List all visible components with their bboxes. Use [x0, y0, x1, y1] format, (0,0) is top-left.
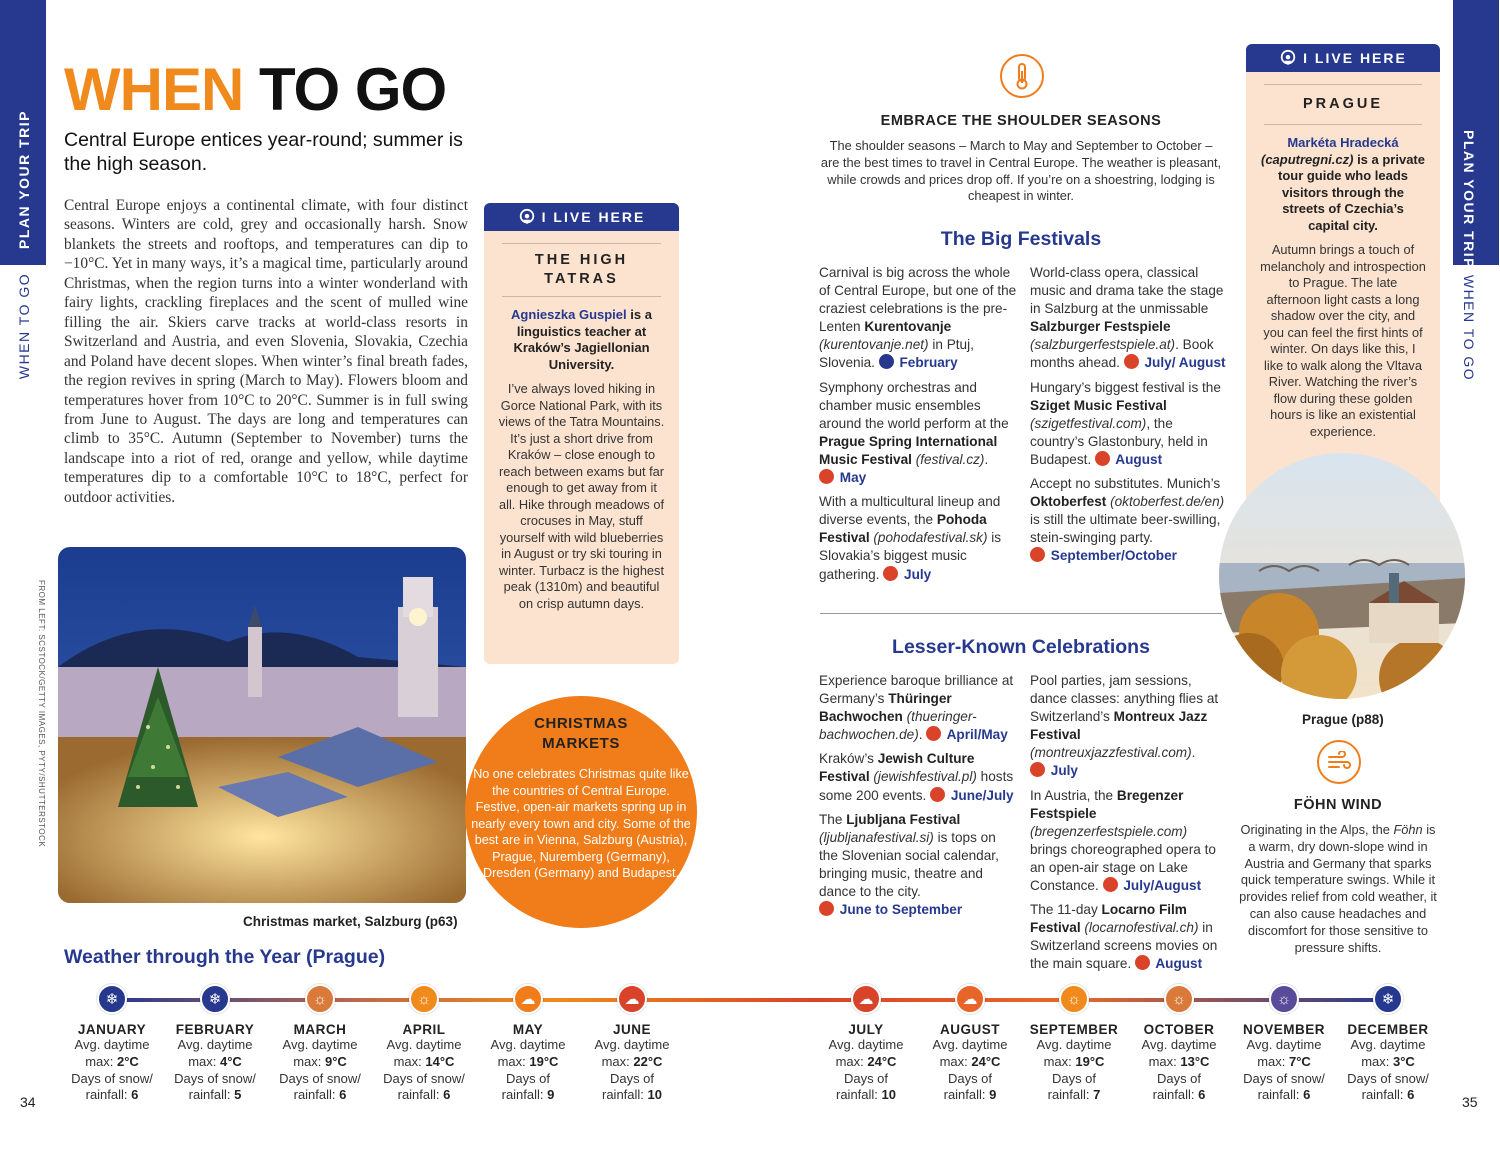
weather-month-january [60, 984, 164, 1104]
weather-icon: ☁ [513, 984, 543, 1014]
page-number-left: 34 [20, 1094, 36, 1110]
calendar-icon [1124, 354, 1139, 369]
page-number-right: 35 [1462, 1094, 1478, 1110]
christmas-markets-title: CHRISTMAS MARKETS [534, 715, 628, 752]
section-divider [820, 613, 1222, 614]
month-name: JANUARY [77, 1022, 147, 1037]
weather-month-may [476, 984, 580, 1104]
weather-month-december [1336, 984, 1440, 1104]
month-details: Avg. daytime max: 19°C Days of rainfall: 9 [490, 1037, 566, 1103]
month-name: FEBRUARY [175, 1022, 255, 1037]
weather-icon: ☁ [851, 984, 881, 1014]
live-here-place: PRAGUE [1264, 84, 1422, 125]
live-here-name: Markéta Hradecká [1287, 135, 1399, 150]
christmas-market-illustration [58, 547, 466, 903]
live-here-name: Agnieszka Guspiel [511, 307, 627, 322]
location-pin-icon [1279, 49, 1297, 67]
month-name: APRIL [402, 1022, 446, 1037]
calendar-icon [1095, 451, 1110, 466]
calendar-icon [1103, 877, 1118, 892]
month-details: Avg. daytime max: 24°C Days of rainfall: 9 [932, 1037, 1008, 1103]
shoulder-seasons-text: The shoulder seasons – March to May and September to October – are the best times to travel in Central Europe. The weather is pleasant, while crowds and prices drop off. If you’re on a shoestring, lodging is cheapest in winter. [820, 138, 1222, 204]
weather-month-november [1232, 984, 1336, 1104]
lesser-col2 [1030, 672, 1226, 980]
christmas-market-photo [58, 547, 466, 903]
calendar-icon [879, 354, 894, 369]
live-here-header [1246, 44, 1440, 72]
calendar-icon [819, 469, 834, 484]
live-here-box-prague [1246, 44, 1440, 514]
weather-month-april [372, 984, 476, 1104]
weather-icon: ☼ [305, 984, 335, 1014]
big-festivals-col1 [819, 264, 1017, 590]
month-details: Avg. daytime max: 7°C Days of snow/ rainfall: 6 [1243, 1037, 1325, 1103]
christmas-markets-feature [465, 696, 697, 928]
weather-month-august [918, 984, 1022, 1104]
calendar-icon [1135, 955, 1150, 970]
live-here-header [484, 203, 679, 231]
lesser-known-title: Lesser-Known Celebrations [892, 636, 1150, 658]
festival-entry: Carnival is big across the whole of Central Europe, but one of the craziest celebrations is the pre-Lenten Kurentovanje (kurentovanje.net) in Ptuj, Slovenia. February [819, 265, 1017, 371]
month-name: DECEMBER [1347, 1022, 1429, 1037]
calendar-icon [883, 566, 898, 581]
prague-photo-caption: Prague (p88) [1302, 712, 1384, 727]
prague-illustration [1219, 453, 1465, 699]
location-pin-icon [518, 208, 536, 226]
wind-icon [1317, 740, 1361, 784]
fohn-text: Originating in the Alps, the Föhn is a warm, dry down-slope wind in Austria and Germany that sparks quick temperature swings. While it provides relief from cold weather, it can also cause headaches and discomfort for those sensitive to pressure shifts. [1239, 822, 1437, 955]
title-dark: TO GO [258, 56, 447, 123]
title-orange: WHEN [64, 56, 244, 123]
weather-title: Weather through the Year (Prague) [64, 946, 386, 968]
live-here-bio-text: is a private tour guide who leads visitors through the streets of Czechia’s capital city. [1277, 151, 1425, 233]
live-here-bio [1260, 135, 1426, 234]
calendar-icon [1030, 762, 1045, 777]
intro-text: Central Europe entices year-round; summer is the high season. [64, 129, 463, 175]
live-here-box-tatras [484, 203, 679, 664]
weather-month-march [268, 984, 372, 1104]
christmas-markets-text: No one celebrates Christmas quite like the countries of Central Europe. Festive, open-air markets spring up in nearly every town and city. Some of the best are in Vienna, Salzburg (Austria), Prague, Nuremberg (Germany), Dresden (Germany) and Budapest. [471, 767, 691, 880]
weather-icon: ☁ [955, 984, 985, 1014]
month-details: Avg. daytime max: 2°C Days of snow/ rainfall: 6 [71, 1037, 153, 1103]
weather-month-october [1127, 984, 1231, 1104]
month-name: JUNE [612, 1022, 651, 1037]
photo-credit: FROM LEFT: SCSTOCK/GETTY IMAGES, PYTY/SHUTTERSTOCK [37, 580, 46, 848]
month-details: Avg. daytime max: 9°C Days of snow/ rainfall: 6 [279, 1037, 361, 1103]
month-details: Avg. daytime max: 3°C Days of snow/ rainfall: 6 [1347, 1037, 1429, 1103]
prague-photo [1219, 453, 1465, 699]
festival-entry: Pool parties, jam sessions, dance classes: anything flies at Switzerland’s Montreux Jazz Festival (montreuxjazzfestival.com). July [1030, 673, 1219, 779]
live-here-header-label: I LIVE HERE [1303, 50, 1407, 66]
right-tab-sublabel: WHEN TO GO [1461, 274, 1477, 382]
weather-icon: ❄ [1373, 984, 1403, 1014]
live-here-place: THE HIGH TATRAS [502, 243, 661, 297]
big-festivals-title: The Big Festivals [940, 228, 1102, 250]
calendar-icon [930, 787, 945, 802]
live-here-site: (caputregni.cz) [1260, 151, 1354, 167]
month-details: Avg. daytime max: 13°C Days of rainfall: 6 [1141, 1037, 1217, 1103]
month-details: Avg. daytime max: 4°C Days of snow/ rainfall: 5 [174, 1037, 256, 1103]
festival-entry: Accept no substitutes. Munich’s Oktoberfest (oktoberfest.de/en) is still the ultimate beer-swilling, stein-swinging party. September/October [1030, 476, 1225, 564]
month-details: Avg. daytime max: 19°C Days of rainfall: 7 [1036, 1037, 1112, 1103]
festival-entry: Hungary’s biggest festival is the Sziget Music Festival (szigetfestival.com), the country’s Glastonbury, held in Budapest. August [1030, 379, 1221, 467]
weather-icon: ☼ [1059, 984, 1089, 1014]
weather-icon: ☁ [617, 984, 647, 1014]
shoulder-seasons-title: EMBRACE THE SHOULDER SEASONS [880, 113, 1162, 129]
calendar-icon [926, 726, 941, 741]
month-name: JULY [848, 1022, 884, 1037]
month-name: MARCH [293, 1022, 347, 1037]
festival-entry: Experience baroque brilliance at Germany’s Thüringer Bachwochen (thueringer-bachwochen.de). April/May [819, 673, 1014, 743]
lesser-col1 [819, 672, 1017, 925]
festival-entry: Kraków’s Jewish Culture Festival (jewishfestival.pl) hosts some 200 events. June/July [819, 751, 1014, 803]
month-name: OCTOBER [1143, 1022, 1215, 1037]
left-tab-sublabel: WHEN TO GO [16, 272, 32, 380]
month-details: Avg. daytime max: 22°C Days of rainfall: 10 [594, 1037, 670, 1103]
right-tab-label: PLAN YOUR TRIP [1461, 130, 1477, 269]
month-name: NOVEMBER [1242, 1022, 1325, 1037]
left-tab-label: PLAN YOUR TRIP [16, 110, 32, 249]
fohn-title: FÖHN WIND [1293, 797, 1383, 813]
weather-month-june [580, 984, 684, 1104]
festival-entry: With a multicultural lineup and diverse events, the Pohoda Festival (pohodafestival.sk) is Slovakia’s biggest music gathering. July [819, 494, 1002, 582]
christmas-photo-caption: Christmas market, Salzburg (p63) [243, 914, 458, 929]
weather-icon: ☼ [409, 984, 439, 1014]
weather-month-july [814, 984, 918, 1104]
weather-icon: ❄ [97, 984, 127, 1014]
festival-entry: In Austria, the Bregenzer Festspiele (bregenzerfestspiele.com) brings choreographed opera to an open-air stage on Lake Constance. July/August [1030, 787, 1216, 894]
festival-entry: The 11-day Locarno Film Festival (locarnofestival.ch) in Switzerland screens movies on the main square. August [1030, 902, 1218, 972]
live-here-bio [498, 307, 665, 373]
month-name: MAY [512, 1022, 544, 1037]
page-title [64, 56, 447, 123]
weather-month-february [163, 984, 267, 1104]
month-details: Avg. daytime max: 14°C Days of snow/ rainfall: 6 [383, 1037, 465, 1103]
calendar-icon [819, 901, 834, 916]
weather-icon: ❄ [200, 984, 230, 1014]
weather-icon: ☼ [1164, 984, 1194, 1014]
month-details: Avg. daytime max: 24°C Days of rainfall: 10 [828, 1037, 904, 1103]
live-here-quote: Autumn brings a touch of melancholy and introspection to Prague. The late afternoon light casts a long shadow over the city, and you can feel the first hints of winter. On days like this, I like to walk along the Vltava River. Watching the river’s flow during these golden hours is like an existential experience. [1260, 242, 1426, 439]
festival-entry: The Ljubljana Festival (ljubljanafestival.si) is tops on the Slovenian social calendar, bringing music, theatre and dance to the city. June to September [819, 811, 999, 918]
month-name: AUGUST [940, 1022, 1000, 1037]
month-name: SEPTEMBER [1029, 1022, 1119, 1037]
body-text: Central Europe enjoys a continental climate, with four distinct seasons. Winters are cold, grey and occasionally harsh. Snow blankets the streets and rooftops, and temperatures can dip to −10°C. Yet in many ways, it’s a magical time, particularly around Christmas, when the region turns into a winter wonderland with fairy lights, crackling fireplaces and the scent of mulled wine filling the air. Skiers carve tracks at world-class resorts in Switzerland and Austria, and even Slovenia, Slovakia, Czechia and Poland have decent slopes. When winter’s final breath fades, the region revives in spring (March to May). Flowers bloom and temperatures hover from 10°C to 20°C. Summer is in full swing from June to August. The days are long and temperatures can climb to 35°C. Autumn (September to November) turns the landscape into a riot of red, orange and yellow, while daytime temperatures dip to a comfortable 10°C to 18°C, perfect for outdoor activities. [64, 197, 468, 506]
live-here-quote: I’ve always loved hiking in Gorce National Park, with its views of the Tatra Mountains. It’s just a short drive from Kraków – close enough to reach between exams but far enough to get away from it all. Hike through meadows of crocuses in May, stuff yourself with wild blueberries in August or try ski touring in winter. Turbacz is the highest peak (1310m) and beautiful on crisp autumn days. [498, 381, 665, 611]
live-here-header-label: I LIVE HERE [541, 209, 646, 225]
festival-entry: World-class opera, classical music and drama take the stage in Salzburg at the unmissable Salzburger Festspiele (salzburgerfestspiele.at). Book months ahead. July/ August [1030, 265, 1226, 371]
calendar-icon [1030, 547, 1045, 562]
weather-icon: ☼ [1269, 984, 1299, 1014]
big-festivals-col2 [1030, 264, 1226, 572]
weather-month-september [1022, 984, 1126, 1104]
thermometer-icon [1000, 54, 1044, 98]
festival-entry: Symphony orchestras and chamber music ensembles around the world perform at the Prague Spring International Music Festival (festival.cz). May [819, 379, 1009, 486]
live-here-bio-text: is a linguistics teacher at Kraków’s Jagiellonian University. [513, 307, 652, 372]
